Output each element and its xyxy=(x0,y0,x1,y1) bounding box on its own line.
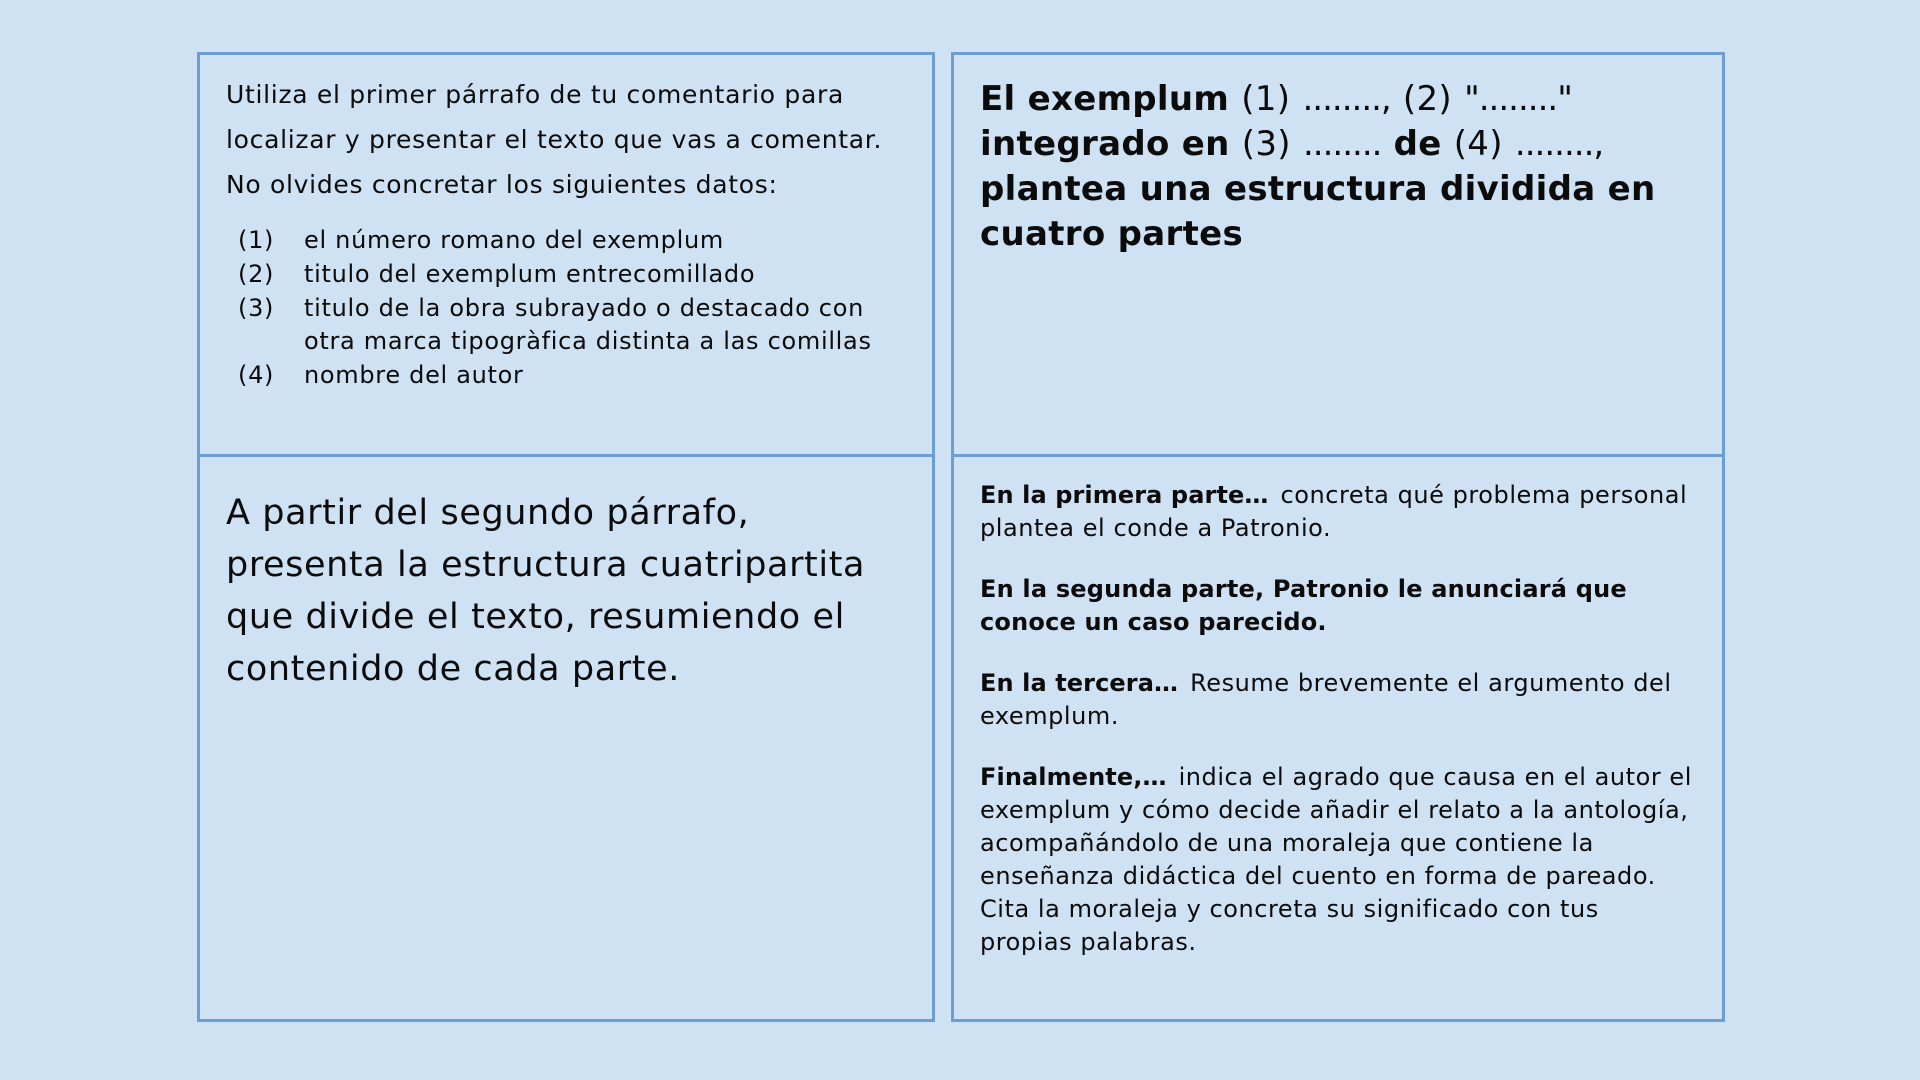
reference-1: (1) xyxy=(1241,79,1291,119)
part-lead-2: En la segunda parte, Patronio le anunciará que conoce un caso parecido. xyxy=(980,574,1627,636)
part-lead-4: Finalmente,… xyxy=(980,762,1167,791)
sentence-segment-3: de xyxy=(1393,124,1442,164)
reference-3: (3) xyxy=(1241,124,1291,164)
intro-line-1: Utiliza el primer párrafo de tu comentario para xyxy=(226,80,845,109)
list-item-text xyxy=(304,258,906,291)
list-item xyxy=(226,258,906,291)
list-item-number: (4) xyxy=(238,361,275,389)
list-item-number: (1) xyxy=(238,226,275,254)
list-item-text xyxy=(304,292,906,358)
sentence-segment-2: integrado en xyxy=(980,124,1230,164)
part-body-4: indica el agrado que causa en el autor el exemplum y cómo decide añadir el relato a la antología, acompañándolo de una moraleja que contiene la enseñanza didáctica del cuento en forma de pareado. xyxy=(980,762,1692,890)
blank-dots-3: ........ xyxy=(1302,124,1382,164)
sentence-segment-1: El exemplum xyxy=(980,79,1230,119)
required-data-list xyxy=(226,224,906,392)
cell-example-sentence xyxy=(951,52,1725,457)
list-item-number: (2) xyxy=(238,260,275,288)
part-body-1: concreta qué problema personal plantea el conde a Patronio. xyxy=(980,480,1688,542)
list-item-text-line2: otra marca tipogràfica distinta a las comillas xyxy=(304,327,872,355)
cell-second-paragraph-instructions xyxy=(197,457,935,1023)
sentence-segment-4: plantea una estructura dividida en cuatro partes xyxy=(980,169,1656,254)
part-description-4 xyxy=(980,761,1696,959)
part-lead-3: En la tercera… xyxy=(980,668,1179,697)
cell-four-parts-breakdown xyxy=(951,457,1725,1023)
intro-line-3: No olvides concretar los siguientes datos: xyxy=(226,170,778,199)
part-lead-1: En la primera parte… xyxy=(980,480,1269,509)
reference-2: (2) xyxy=(1402,79,1452,119)
list-item xyxy=(226,292,906,358)
blank-dots-1: ........, xyxy=(1302,79,1391,119)
intro-line-2: localizar y presentar el texto que vas a comentar. xyxy=(226,125,883,154)
part-description-2 xyxy=(980,573,1696,639)
example-sentence xyxy=(980,77,1696,257)
reference-4: (4) xyxy=(1453,124,1503,164)
list-item-number: (3) xyxy=(238,294,275,322)
list-item-text xyxy=(304,359,906,392)
part-description-3 xyxy=(980,667,1696,733)
second-paragraph-text: A partir del segundo párrafo, presenta la estructura cuatripartita que divide el texto, resumiendo el contenido de cada parte. xyxy=(226,492,866,689)
list-item xyxy=(226,359,906,392)
list-item-text xyxy=(304,224,906,257)
part-body-4-extra: Cita la moraleja y concreta su significado con tus propias palabras. xyxy=(980,894,1599,956)
column-gutter xyxy=(935,52,951,1022)
list-item-text-line1: titulo del exemplum entrecomillado xyxy=(304,260,756,288)
blank-dots-4: ........, xyxy=(1514,124,1604,164)
list-item-text-line1: nombre del autor xyxy=(304,361,524,389)
part-body-3: Resume brevemente el argumento del exemplum. xyxy=(980,668,1672,730)
blank-dots-2: "........" xyxy=(1464,79,1572,119)
part-description-1 xyxy=(980,479,1696,545)
instruction-grid xyxy=(197,52,1725,1022)
list-item-text-line1: titulo de la obra subrayado o destacado con xyxy=(304,294,864,322)
list-item-text-line1: el número romano del exemplum xyxy=(304,226,724,254)
list-item xyxy=(226,224,906,257)
cell-first-paragraph-instructions xyxy=(197,52,935,457)
